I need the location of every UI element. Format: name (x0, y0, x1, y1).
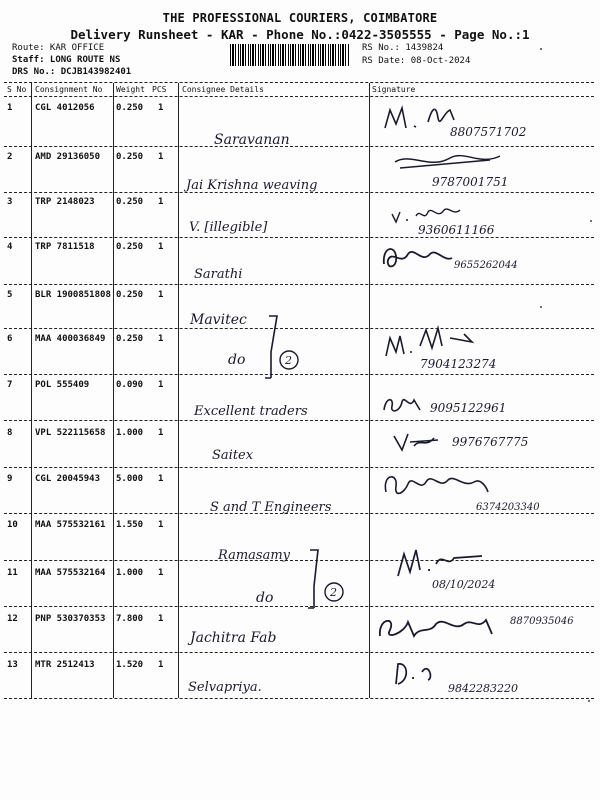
row-pcs: 1 (158, 334, 164, 344)
row-consignment: POL 555409 (35, 380, 90, 390)
row-consignee: Saravanan (214, 132, 290, 148)
row-consignee: Ramasamy (218, 548, 291, 563)
svg-text:8807571702: 8807571702 (450, 125, 527, 139)
row-consignment: MTR 2512413 (35, 660, 95, 670)
row-consignee: S and T Engineers (210, 500, 332, 515)
row-weight: 7.800 (116, 614, 144, 624)
row-sno: 13 (7, 660, 18, 670)
scan-speck (590, 220, 592, 222)
row-consignment: MAA 400036849 (35, 334, 106, 344)
row-weight: 0.250 (116, 103, 144, 113)
row-weight: 0.250 (116, 290, 144, 300)
col-weight-header: Weight (116, 85, 145, 94)
col-pcs-header: PCS (152, 85, 167, 94)
row-pcs: 1 (158, 242, 164, 252)
row-sno: 2 (7, 152, 13, 162)
row-sno: 5 (7, 290, 13, 300)
row-sno: 11 (7, 568, 18, 578)
row-consignee: Selvapriya. (188, 680, 262, 695)
row-consignee: do (228, 352, 246, 368)
row-consignee: do (256, 590, 274, 606)
row-separator (4, 606, 594, 607)
row-separator (4, 96, 594, 97)
row-consignee: Sarathi (194, 267, 243, 282)
row-sno: 12 (7, 614, 18, 624)
row-sno: 3 (7, 197, 13, 207)
row-pcs: 1 (158, 103, 164, 113)
row-weight: 1.520 (116, 660, 144, 670)
row-pcs: 1 (158, 568, 164, 578)
row-sno: 1 (7, 103, 13, 113)
row-weight: 0.250 (116, 242, 144, 252)
signature-phone: 9976767775 (452, 435, 529, 449)
row-pcs: 1 (158, 614, 164, 624)
row-separator (4, 420, 594, 421)
signature-phone: 9787001751 (432, 175, 509, 189)
row-weight: 1.550 (116, 520, 144, 530)
row-sno: 8 (7, 428, 13, 438)
row-sno: 4 (7, 242, 13, 252)
signature-phone: 7904123274 (420, 357, 497, 371)
row-consignee: Excellent traders (194, 404, 308, 419)
signature-date: 08/10/2024 (432, 578, 496, 591)
row-pcs: 1 (158, 520, 164, 530)
col-signature-header: Signature (372, 85, 416, 94)
runsheet-title: Delivery Runsheet - KAR - Phone No.:0422-3505555 - Page No.:1 (70, 27, 530, 42)
signature-scribble (378, 240, 568, 282)
ditto-brace (255, 312, 315, 384)
row-separator (4, 284, 594, 285)
circle-mark-text: 2 (330, 586, 337, 599)
signature-scribble (388, 198, 558, 240)
signature-phone: 9842283220 (448, 682, 518, 695)
signature-scribble (380, 390, 570, 420)
signature-scribble (374, 610, 596, 656)
row-weight: 1.000 (116, 428, 144, 438)
scan-speck (588, 700, 590, 702)
col-sno-header: S No (7, 85, 27, 94)
signature-scribble (380, 466, 580, 514)
row-sno: 9 (7, 474, 13, 484)
rs-date: RS Date: 08-Oct-2024 (362, 56, 471, 66)
circle-mark-text: 2 (285, 354, 292, 367)
signature-phone: 8870935046 (510, 616, 574, 627)
row-separator (4, 698, 594, 699)
row-weight: 0.250 (116, 197, 144, 207)
row-weight: 1.000 (116, 568, 144, 578)
row-consignment: MAA 575532161 (35, 520, 106, 530)
signature-scribble (380, 316, 560, 374)
drs-number: DRS No.: DCJB143982401 (12, 67, 132, 77)
signature-phone: 9655262044 (454, 260, 518, 271)
route-label: Route: KAR OFFICE (12, 43, 105, 53)
signature-scribble (388, 654, 568, 698)
row-consignment: TRP 2148023 (35, 197, 95, 207)
signature-scribble (390, 426, 580, 456)
col-consignee-header: Consignee Details (182, 85, 264, 94)
row-sno: 10 (7, 520, 18, 530)
signature-scribble (380, 98, 560, 142)
col-consignment-header: Consignment No (35, 85, 103, 94)
row-consignee: Saitex (212, 448, 254, 463)
row-consignment: VPL 522115658 (35, 428, 106, 438)
signature-scribble (392, 540, 552, 606)
row-pcs: 1 (158, 380, 164, 390)
row-separator (4, 82, 594, 83)
row-weight: 5.000 (116, 474, 144, 484)
row-consignment: CGL 20045943 (35, 474, 101, 484)
row-consignment: BLR 1900851808 (35, 290, 111, 300)
row-consignee: Jachitra Fab (190, 630, 277, 646)
scan-speck (540, 48, 542, 50)
signature-phone: 9095122961 (430, 401, 507, 415)
signature-phone: 6374203340 (476, 502, 540, 513)
row-sno: 6 (7, 334, 13, 344)
row-pcs: 1 (158, 428, 164, 438)
rs-number: RS No.: 1439824 (362, 43, 444, 53)
company-title: THE PROFESSIONAL COURIERS, COIMBATORE (162, 11, 438, 25)
barcode (230, 44, 350, 66)
row-sno: 7 (7, 380, 13, 390)
row-weight: 0.250 (116, 334, 144, 344)
signature-scribble (390, 148, 560, 192)
row-pcs: 1 (158, 474, 164, 484)
signature-phone: 9360611166 (418, 223, 495, 237)
row-consignment: AMD 29136050 (35, 152, 101, 162)
row-consignment: CGL 4012056 (35, 103, 95, 113)
row-pcs: 1 (158, 660, 164, 670)
scan-speck (540, 306, 542, 308)
row-consignment: PNP 530370353 (35, 614, 106, 624)
row-consignment: TRP 7811518 (35, 242, 95, 252)
row-separator (4, 146, 594, 147)
row-pcs: 1 (158, 152, 164, 162)
ditto-brace (300, 546, 360, 616)
row-consignment: MAA 575532164 (35, 568, 106, 578)
row-consignee: Mavitec (190, 312, 247, 328)
row-pcs: 1 (158, 197, 164, 207)
row-pcs: 1 (158, 290, 164, 300)
row-weight: 0.090 (116, 380, 144, 390)
staff-label: Staff: LONG ROUTE NS (12, 55, 121, 65)
row-consignee: V. [illegible] (189, 220, 268, 235)
row-consignee: Jai Krishna weaving (186, 178, 318, 193)
row-weight: 0.250 (116, 152, 144, 162)
